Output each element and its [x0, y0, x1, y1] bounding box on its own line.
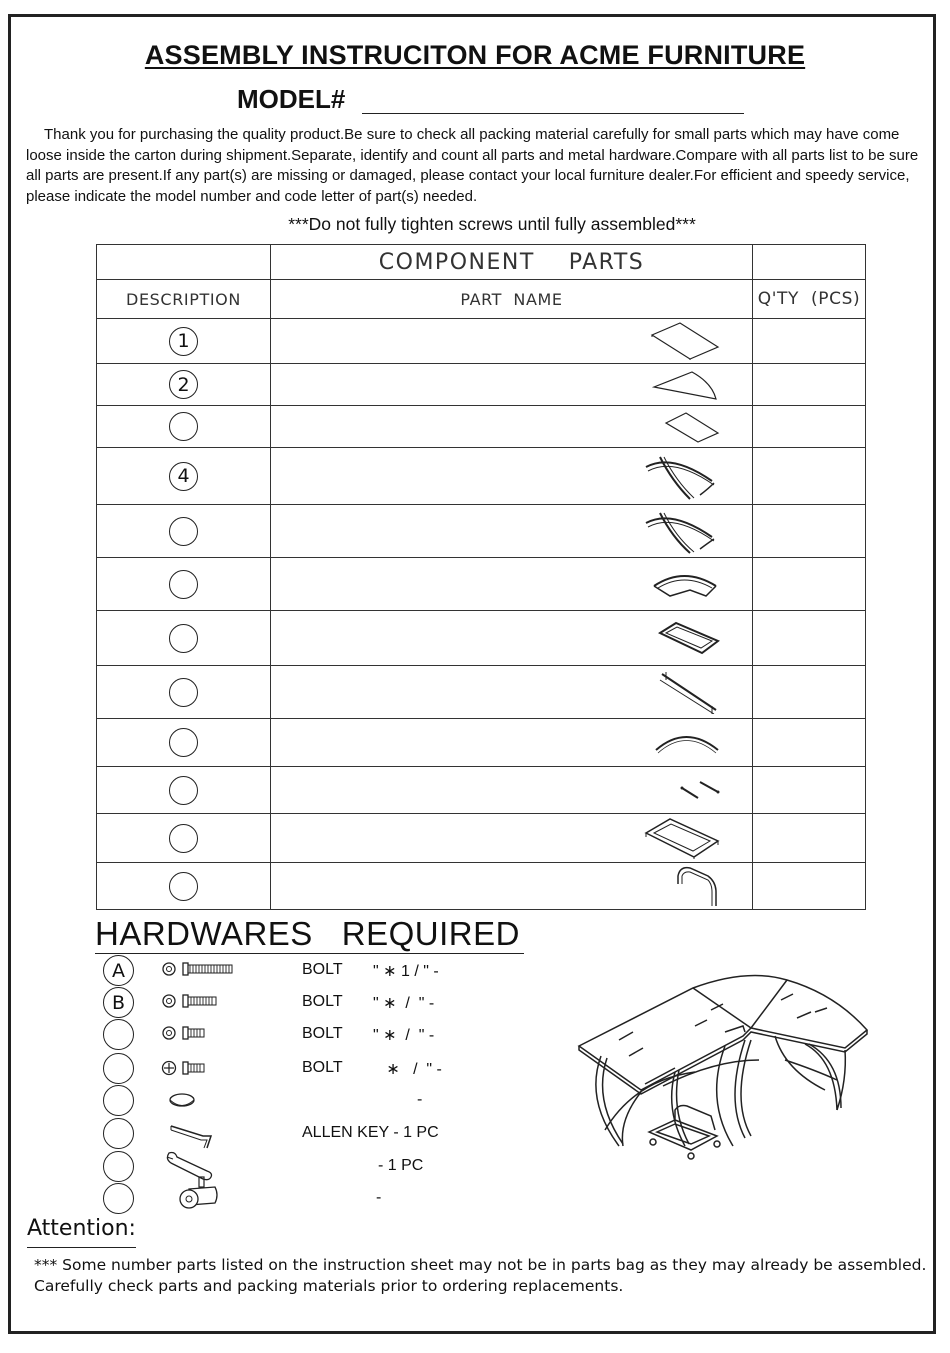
- hardware-title-underline: [95, 953, 524, 954]
- table-row: [97, 448, 866, 505]
- allen-key-icon: [167, 1120, 217, 1150]
- phillips-bolt-icon: [161, 1057, 211, 1079]
- hardware-letter: B: [103, 987, 134, 1018]
- corner-frame-icon: [650, 568, 720, 600]
- hardware-item: [103, 955, 523, 987]
- description-header: DESCRIPTION: [97, 280, 271, 319]
- hardware-size: " ∗ / " -: [373, 995, 435, 1012]
- table-row: [97, 505, 866, 558]
- long-bar-icon: [658, 670, 720, 714]
- part-number: 2: [169, 370, 198, 399]
- hardware-letter: [103, 1183, 134, 1214]
- caster-wheel-icon: [175, 1175, 221, 1215]
- hardware-item: [103, 1118, 523, 1150]
- part-number: [169, 824, 198, 853]
- hardware-name: BOLT: [302, 1059, 343, 1076]
- table-row: [97, 406, 866, 448]
- hardware-size: ∗ / " -: [373, 1061, 442, 1078]
- header-empty-cell: [97, 245, 271, 280]
- intro-text: Thank you for purchasing the quality product.Be sure to check all packing material carefully for small parts which may have come loose inside the carton during shipment.Separate, identify and count all parts and metal hardware.Compare with all parts list to be sure all parts are present.If any part(s) are missing or damaged, please contact your local furniture dealer.For efficient and speedy service, please indicate the model number and code letter of part(s) needed.: [26, 126, 919, 205]
- hardware-name: BOLT: [302, 1025, 343, 1042]
- small-glass-panel-icon: [664, 411, 720, 443]
- u-handle-icon: [674, 864, 720, 908]
- attention-text: *** Some number parts listed on the instruction sheet may not be in parts bag as they may already be assembled. Carefully check parts and packing materials prior to ordering replacements.: [34, 1256, 927, 1295]
- part-number: 1: [169, 327, 198, 356]
- part-number: [169, 776, 198, 805]
- table-row: [97, 611, 866, 666]
- hardware-size: " ∗ / " -: [373, 1027, 435, 1044]
- component-parts-title: COMPONENT PARTS: [271, 245, 753, 280]
- part-number: [169, 570, 198, 599]
- curved-leg-frame-icon: [642, 507, 720, 555]
- hardware-item: [103, 1151, 523, 1183]
- hardware-name: BOLT: [302, 961, 343, 978]
- hardware-item: [103, 1053, 523, 1085]
- rectangular-frame-icon: [658, 621, 720, 655]
- title-text: ASSEMBLY INSTRUCITON FOR ACME FURNITURE: [144, 40, 806, 70]
- hardware-title: HARDWARES REQUIRED: [95, 915, 520, 952]
- hardware-pcs: -: [376, 1189, 382, 1206]
- component-parts-table: [96, 244, 866, 910]
- part-number: [169, 624, 198, 653]
- hardware-letter: [103, 1019, 134, 1050]
- hardware-name: BOLT: [302, 993, 343, 1010]
- short-rods-icon: [680, 778, 720, 802]
- short-bolt-icon: [161, 1023, 211, 1043]
- model-number-line: [362, 113, 744, 114]
- table-row: [97, 319, 866, 364]
- hardware-letter: [103, 1151, 134, 1182]
- hardware-item: [103, 1085, 523, 1117]
- hardware-letter: [103, 1118, 134, 1149]
- part-name-header: PART NAME: [271, 280, 753, 319]
- cap-icon: [167, 1091, 197, 1109]
- hardware-item: [103, 1019, 523, 1051]
- medium-bolt-icon: [161, 991, 221, 1011]
- long-bolt-icon: [161, 959, 237, 979]
- table-row: [97, 719, 866, 767]
- assembled-desk-illustration: [575, 960, 935, 1180]
- table-row: [97, 666, 866, 719]
- model-label: MODEL#: [237, 84, 346, 114]
- table-row: [97, 558, 866, 611]
- part-number: [169, 412, 198, 441]
- part-number: [169, 728, 198, 757]
- part-number: [169, 678, 198, 707]
- hardware-letter: [103, 1085, 134, 1116]
- glass-panel-icon: [650, 321, 720, 361]
- corner-glass-icon: [652, 369, 720, 401]
- hardware-letter: A: [103, 955, 134, 986]
- table-row: [97, 863, 866, 910]
- attention-label: Attention:: [27, 1216, 136, 1241]
- hardware-letter: [103, 1053, 134, 1084]
- part-number: [169, 517, 198, 546]
- table-row: [97, 814, 866, 863]
- attention-underline: [27, 1247, 136, 1248]
- intro-paragraph: [26, 125, 931, 207]
- part-number: 4: [169, 462, 198, 491]
- header-empty-cell: [753, 245, 866, 280]
- keyboard-tray-icon: [644, 817, 720, 859]
- curved-leg-frame-icon: [642, 451, 720, 501]
- hardware-item: [103, 1183, 523, 1215]
- table-row: [97, 767, 866, 814]
- qty-header: Q'TY (PCS): [753, 280, 866, 319]
- part-number: [169, 872, 198, 901]
- tighten-note: ***Do not fully tighten screws until fully assembled***: [288, 214, 696, 234]
- table-row: [97, 364, 866, 406]
- hardware-size: " ∗ 1 / " -: [373, 963, 439, 980]
- page-title: [0, 40, 950, 71]
- hardware-pcs: - 1 PC: [378, 1157, 424, 1174]
- hardware-pcs: -: [417, 1091, 423, 1108]
- hardware-name: ALLEN KEY - 1 PC: [302, 1124, 439, 1141]
- arc-bar-icon: [654, 730, 720, 756]
- hardware-item: [103, 987, 523, 1019]
